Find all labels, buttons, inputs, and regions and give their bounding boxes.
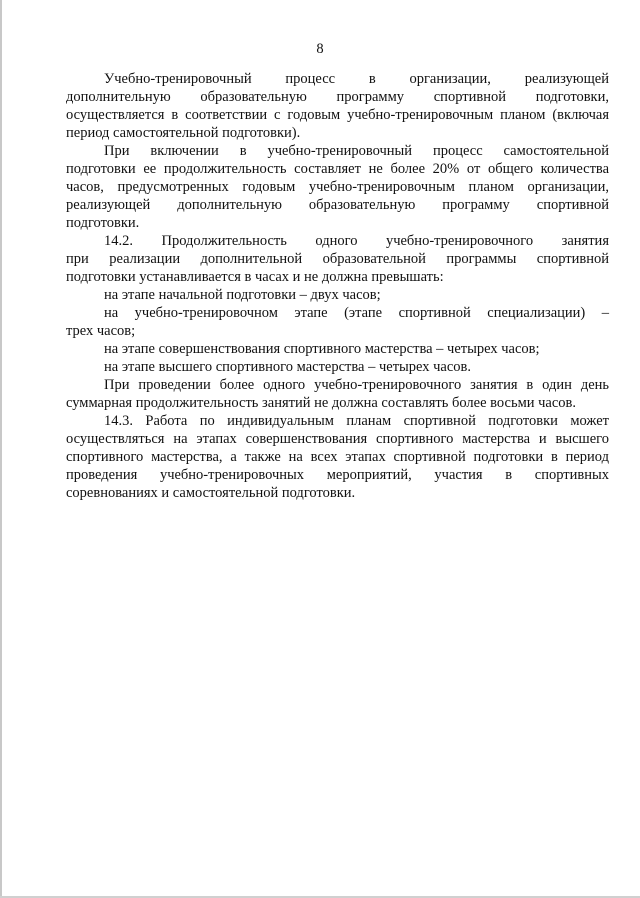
- text-line: на учебно-тренировочном этапе (этапе спортивной специализации) –: [104, 305, 609, 321]
- text-line: на этапе высшего спортивного мастерства – четырех часов.: [104, 359, 472, 375]
- text-line: осуществляться на этапах совершенствования спортивного мастерства и высшего: [66, 431, 609, 447]
- text-line: дополнительную образовательную программу спортивной подготовки,: [66, 89, 609, 105]
- text-line: подготовки устанавливается в часах и не должна превышать:: [66, 269, 444, 285]
- text-line: При включении в учебно-тренировочный процесс самостоятельной: [104, 143, 609, 159]
- list-item: [66, 304, 609, 340]
- text-line: 14.3. Работа по индивидуальным планам спортивной подготовки может: [104, 413, 609, 429]
- text-line: суммарная продолжительность занятий не должна составлять более восьми часов.: [66, 395, 577, 411]
- text-line: при реализации дополнительной образовательной программы спортивной: [66, 251, 609, 267]
- text-line: осуществляется в соответствии с годовым учебно-тренировочным планом (включая: [66, 107, 609, 123]
- text-line: подготовки ее продолжительность составляет не более 20% от общего количества: [66, 161, 609, 177]
- list-item: [66, 340, 609, 358]
- text-line: проведения учебно-тренировочных мероприятий, участия в спортивных: [66, 467, 609, 483]
- document-body: [66, 70, 609, 502]
- paragraph: [66, 70, 609, 142]
- paragraph: [66, 232, 609, 286]
- text-line: часов, предусмотренных годовым учебно-тренировочным планом организации,: [66, 179, 609, 195]
- text-line: реализующей дополнительную образовательную программу спортивной: [66, 197, 609, 213]
- text-line: При проведении более одного учебно-тренировочного занятия в один день: [104, 377, 609, 393]
- text-line: Учебно-тренировочный процесс в организации, реализующей: [104, 71, 609, 87]
- text-line: на этапе начальной подготовки – двух часов;: [104, 287, 381, 303]
- text-line: период самостоятельной подготовки).: [66, 125, 301, 141]
- text-line: на этапе совершенствования спортивного мастерства – четырех часов;: [104, 341, 540, 357]
- text-line: соревнованиях и самостоятельной подготовки.: [66, 485, 356, 501]
- paragraph: [66, 376, 609, 412]
- text-line: трех часов;: [66, 323, 136, 339]
- scan-edge: [0, 0, 2, 898]
- list-item: [66, 358, 609, 376]
- list-item: [66, 286, 609, 304]
- text-line: спортивного мастерства, а также на всех этапах спортивной подготовки в период: [66, 449, 609, 465]
- text-line: подготовки.: [66, 215, 140, 231]
- paragraph: [66, 142, 609, 232]
- text-line: 14.2. Продолжительность одного учебно-тренировочного занятия: [104, 233, 609, 249]
- page-number: 8: [316, 41, 324, 57]
- paragraph: [66, 412, 609, 502]
